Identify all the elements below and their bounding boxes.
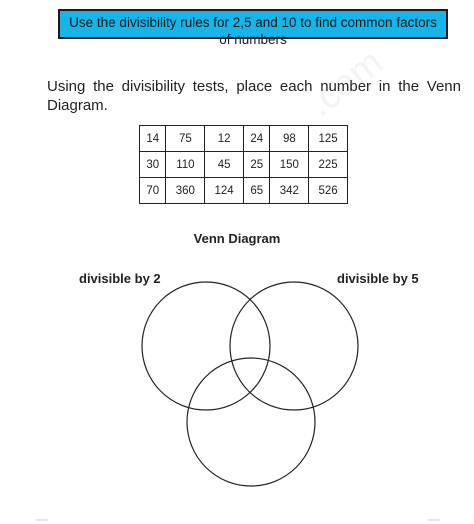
- table-cell: 225: [309, 152, 348, 178]
- venn-circle-left: [142, 282, 270, 410]
- banner-text: Use the divisibility rules for 2,5 and 10 to find common factors of numbers: [69, 15, 437, 47]
- instructions-text: Using the divisibility tests, place each number in the Venn Diagram.: [47, 78, 461, 114]
- table-cell: 124: [205, 178, 244, 204]
- venn-diagram-title: Venn Diagram: [193, 231, 281, 246]
- table-cell: 24: [243, 126, 269, 152]
- table-cell: 526: [309, 178, 348, 204]
- table-cell: 342: [270, 178, 309, 204]
- venn-circle-right: [230, 282, 358, 410]
- table-cell: 98: [270, 126, 309, 152]
- table-cell: 30: [140, 152, 166, 178]
- table-cell: 14: [140, 126, 166, 152]
- table-cell: 70: [140, 178, 166, 204]
- table-cell: 45: [205, 152, 244, 178]
- table-cell: 110: [166, 152, 205, 178]
- table-cell: 125: [309, 126, 348, 152]
- table-cell: 150: [270, 152, 309, 178]
- label-divisible-by-5: divisible by 5: [337, 271, 419, 286]
- table-cell: 360: [166, 178, 205, 204]
- watermark: .com: [300, 41, 391, 126]
- table-cell: 65: [243, 178, 269, 204]
- venn-circle-bottom: [187, 358, 315, 486]
- label-divisible-by-2: divisible by 2: [79, 271, 161, 286]
- table-cell: 12: [205, 126, 244, 152]
- table-cell: 25: [243, 152, 269, 178]
- table-cell: 75: [166, 126, 205, 152]
